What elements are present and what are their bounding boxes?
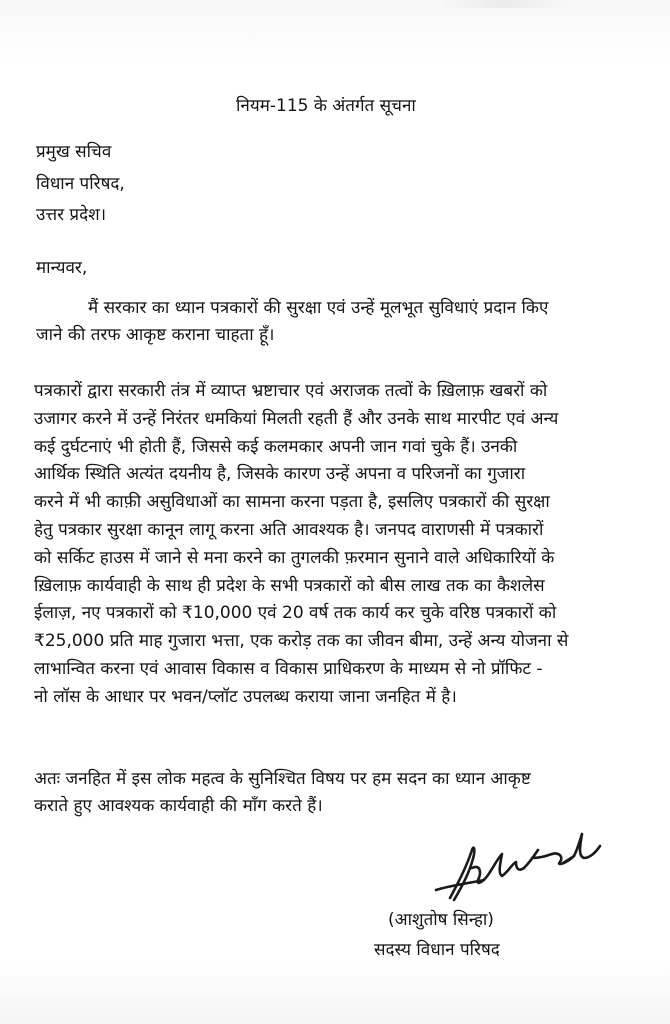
salutation: मान्यवर,: [36, 258, 88, 278]
signatory-name: (आशुतोष सिन्हा): [388, 910, 494, 930]
paragraph2-line: हेतु पत्रकार सुरक्षा कानून लागू करना अति आवश्यक है। जनपद वाराणसी में पत्रकारों: [34, 519, 544, 540]
paragraph2-line: लाभान्वित करना एवं आवास विकास व विकास प्राधिकरण के माध्यम से नो प्रॉफिट -: [34, 658, 543, 679]
address-line-2: विधान परिषद,: [36, 174, 125, 194]
paragraph3-line: कराते हुए आवश्यक कार्यवाही की माँग करते हैं।: [34, 796, 323, 816]
paragraph2-line: ख़िलाफ़ कार्यवाही के साथ ही प्रदेश के सभी पत्रकारों को बीस लाख तक का कैशलेस: [34, 575, 545, 596]
address-line-3: उत्तर प्रदेश।: [36, 205, 107, 225]
paragraph2-line: कई दुर्घटनाएं भी होती हैं, जिससे कई कलमकार अपनी जान गवां चुके हैं। उनकी: [34, 436, 518, 457]
document-title: नियम-115 के अंतर्गत सूचना: [236, 96, 416, 116]
paragraph2: [34, 378, 639, 712]
paragraph2-line: ईलाज़, नए पत्रकारों को ₹10,000 एवं 20 वर्ष तक कार्य कर चुके वरिष्ठ पत्रकारों को: [34, 603, 557, 624]
paragraph2-line: उजागर करने में उन्हें निरंतर धमकियां मिलती रहती हैं और उनके साथ मारपीट एवं अन्य: [34, 408, 559, 429]
paragraph2-line: करने में भी काफ़ी असुविधाओं का सामना करना पड़ता है, इसलिए पत्रकारों की सुरक्षा: [34, 492, 550, 513]
paragraph3: [34, 766, 634, 820]
paragraph2-line: ₹25,000 प्रति माह गुजारा भत्ता, एक करोड़ तक का जीवन बीमा, उन्हें अन्य योजना से: [34, 631, 569, 652]
paragraph3-line: अतः जनहित में इस लोक महत्व के सुनिश्चित विषय पर हम सदन का ध्यान आकृष्ट: [34, 769, 531, 789]
address-line-1: प्रमुख सचिव: [36, 142, 112, 162]
paragraph2-line: नो लॉस के आधार पर भवन/प्लॉट उपलब्ध कराया जाना जनहित में है।: [34, 686, 457, 707]
signatory-designation: सदस्य विधान परिषद: [374, 940, 500, 960]
paragraph2-line: को सर्किट हाउस में जाने से मना करने का तुगलकी फ़रमान सुनाने वाले अधिकारियों के: [34, 547, 555, 568]
paragraph2-line: आर्थिक स्थिति अत्यंत दयनीय है, जिसके कारण उन्हें अपना व परिजनों का गुजारा: [34, 464, 526, 485]
scan-smudge: [440, 0, 570, 8]
handwritten-signature: [428, 828, 608, 918]
paragraph1-line-1: मैं सरकार का ध्यान पत्रकारों की सुरक्षा एवं उन्हें मूलभूत सुविधाएं प्रदान किए: [88, 298, 549, 318]
paragraph1-line-2: जाने की तरफ आकृष्ट कराना चाहता हूँ।: [36, 325, 275, 345]
paragraph2-line: पत्रकारों द्वारा सरकारी तंत्र में व्याप्त भ्रष्टाचार एवं अराजक तत्वों के ख़िलाफ़ खबरों को: [34, 381, 548, 401]
